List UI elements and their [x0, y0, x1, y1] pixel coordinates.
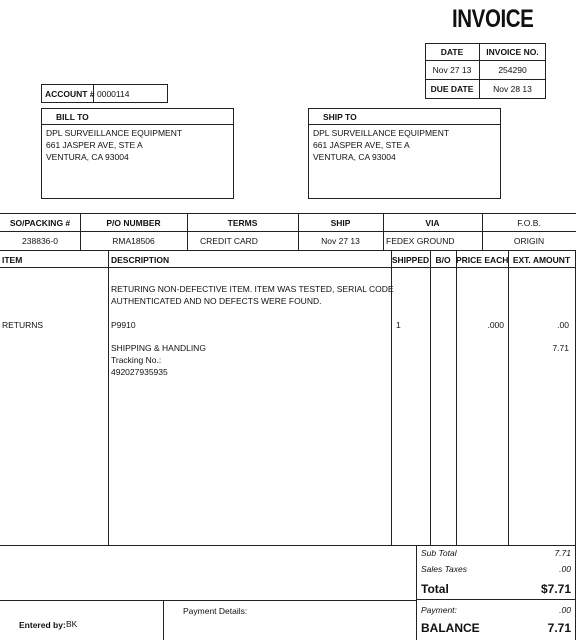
ext-amount-header: EXT. AMOUNT — [512, 255, 571, 265]
via-value: FEDEX GROUND — [386, 236, 455, 246]
terms-header: TERMS — [227, 218, 258, 228]
total-label: Total — [421, 582, 449, 596]
ship-to-label: SHIP TO — [323, 112, 357, 122]
item-description: P9910 — [111, 320, 136, 330]
fob-header: F.O.B. — [517, 218, 541, 228]
item-ext-amount: .00 — [557, 320, 569, 330]
item-price-each: .000 — [487, 320, 504, 330]
sales-tax-value: .00 — [559, 564, 571, 574]
po-number-value: RMA18506 — [112, 236, 155, 246]
bill-to-line-1: DPL SURVEILLANCE EQUIPMENT — [46, 128, 183, 138]
account-number: 0000114 — [97, 89, 130, 99]
item-shipped-qty: 1 — [396, 320, 401, 330]
item-header: ITEM — [2, 255, 23, 265]
subtotal-label: Sub Total — [421, 548, 457, 558]
ship-to-line-2: 661 JASPER AVE, STE A — [313, 140, 410, 150]
item-note-line-1: RETURING NON-DEFECTIVE ITEM. ITEM WAS TESTED, SERIAL CODE — [111, 284, 394, 294]
bill-to-line-2: 661 JASPER AVE, STE A — [46, 140, 143, 150]
account-label: ACCOUNT # — [45, 89, 95, 99]
bill-to-line-3: VENTURA, CA 93004 — [46, 152, 129, 162]
balance-value: 7.71 — [547, 621, 571, 635]
backorder-header: B/O — [435, 255, 451, 265]
tracking-number: 492027935935 — [111, 367, 168, 377]
entered-by-value: BK — [66, 619, 78, 629]
payment-label: Payment: — [421, 605, 457, 615]
tracking-label: Tracking No.: — [111, 355, 162, 365]
so-packing-header: SO/PACKING # — [9, 218, 71, 228]
ship-to-line-1: DPL SURVEILLANCE EQUIPMENT — [313, 128, 450, 138]
description-header: DESCRIPTION — [111, 255, 170, 265]
invoice-number: 254290 — [498, 65, 527, 75]
shipping-description: SHIPPING & HANDLING — [111, 343, 206, 353]
total-value: $7.71 — [540, 582, 571, 596]
item-code: RETURNS — [2, 320, 44, 330]
due-date-label: DUE DATE — [430, 84, 474, 94]
payment-value: .00 — [559, 605, 571, 615]
bill-to-label: BILL TO — [56, 112, 89, 122]
date-label: DATE — [440, 47, 464, 57]
invoice-date: Nov 27 13 — [432, 65, 472, 75]
shipped-header: SHIPPED — [391, 255, 430, 265]
ship-to-line-3: VENTURA, CA 93004 — [313, 152, 396, 162]
terms-value: CREDIT CARD — [200, 236, 258, 246]
sales-tax-label: Sales Taxes — [421, 564, 467, 574]
so-packing-value: 238836-0 — [22, 236, 58, 246]
due-date: Nov 28 13 — [493, 84, 532, 94]
ship-value: Nov 27 13 — [321, 236, 360, 246]
via-header: VIA — [425, 218, 440, 228]
balance-label: BALANCE — [421, 621, 480, 635]
price-each-header: PRICE EACH — [456, 255, 509, 265]
ship-header: SHIP — [330, 218, 351, 228]
item-note-line-2: AUTHENTICATED AND NO DEFECTS WERE FOUND. — [111, 296, 322, 306]
payment-details-label: Payment Details: — [183, 606, 248, 616]
invoice-title: INVOICE — [452, 5, 534, 33]
shipping-ext-amount: 7.71 — [552, 343, 569, 353]
subtotal-value: 7.71 — [554, 548, 571, 558]
entered-by-label: Entered by: — [19, 620, 66, 630]
invoice-no-label: INVOICE NO. — [486, 47, 539, 57]
fob-value: ORIGIN — [513, 236, 545, 246]
po-number-header: P/O NUMBER — [106, 218, 161, 228]
